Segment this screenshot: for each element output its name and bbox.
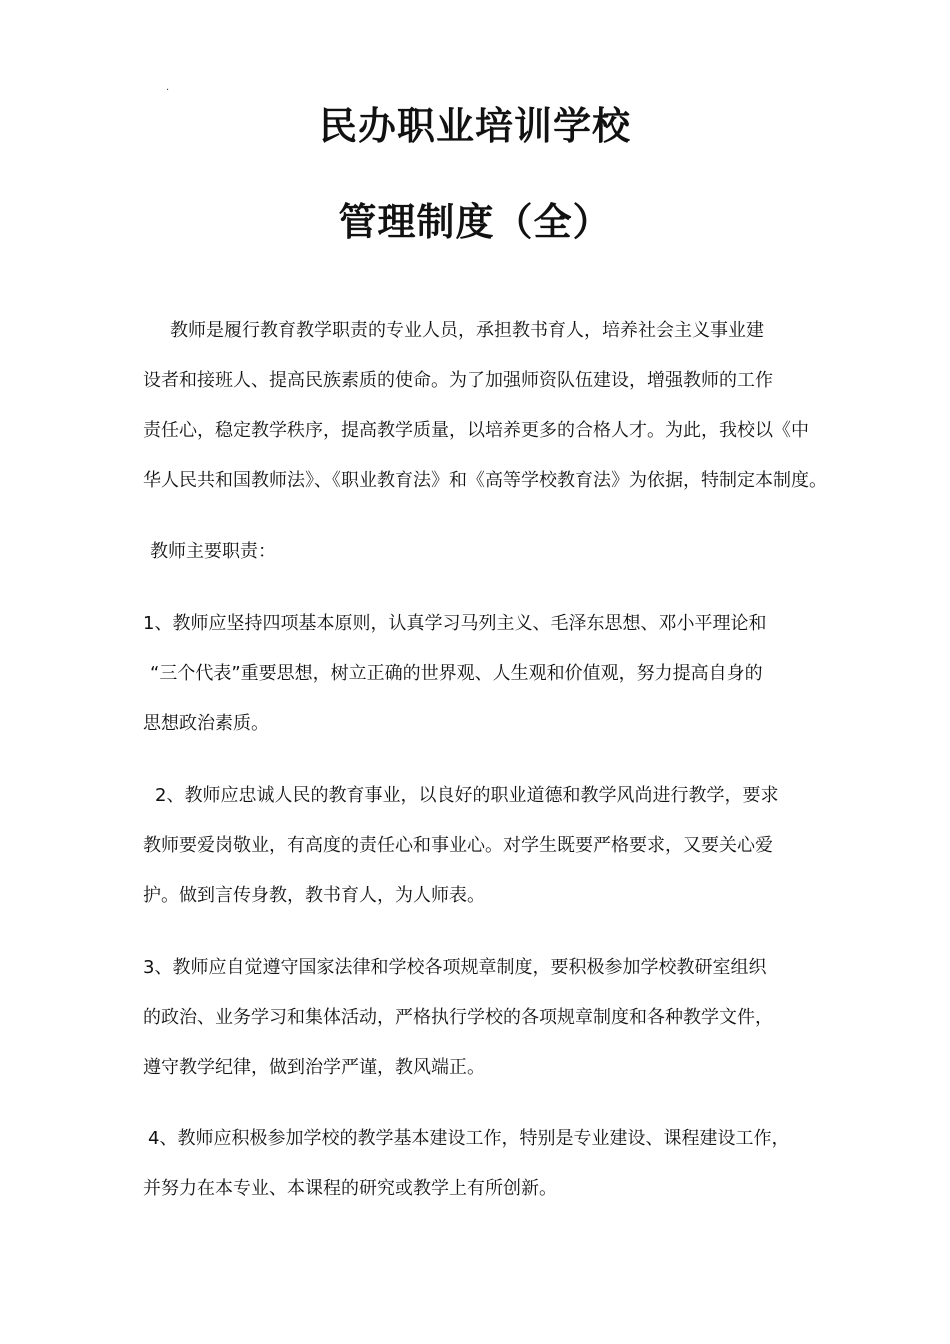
intro-line: 教师是履行教育教学职责的专业人员，承担教书育人，培养社会主义事业建 xyxy=(170,320,764,341)
duty-item-line: 并努力在本专业、本课程的研究或教学上有所创新。 xyxy=(143,1178,557,1199)
duty-item-line: 2、教师应忠诚人民的教育事业，以良好的职业道德和教学风尚进行教学，要求 xyxy=(155,785,779,806)
header-mark: · xyxy=(166,85,170,96)
document-title: 民办职业培训学校 xyxy=(318,104,631,148)
duty-item-line: 1、教师应坚持四项基本原则，认真学习马列主义、毛泽东思想、邓小平理论和 xyxy=(143,613,767,634)
intro-line: 华人民共和国教师法》、《职业教育法》和《高等学校教育法》为依据，特制定本制度。 xyxy=(143,470,827,491)
document-subtitle: 管理制度（全） xyxy=(338,200,612,244)
intro-line: 责任心，稳定教学秩序，提高教学质量，以培养更多的合格人才。为此，我校以《中 xyxy=(143,420,809,441)
duty-item-line: 教师要爱岗敬业，有高度的责任心和事业心。对学生既要严格要求，又要关心爱 xyxy=(143,835,773,856)
intro-line: 设者和接班人、提高民族素质的使命。为了加强师资队伍建设，增强教师的工作 xyxy=(143,370,773,391)
duty-item-line: 3、教师应自觉遵守国家法律和学校各项规章制度，要积极参加学校教研室组织 xyxy=(143,957,767,978)
duty-item-line: 护。做到言传身教，教书育人，为人师表。 xyxy=(143,885,485,906)
duty-item-line: 4、教师应积极参加学校的教学基本建设工作，特别是专业建设、课程建设工作， xyxy=(148,1128,790,1149)
duty-item-line: 遵守教学纪律，做到治学严谨，教风端正。 xyxy=(143,1057,485,1078)
duty-item-line: 思想政治素质。 xyxy=(143,713,269,734)
duty-item-line: 的政治、业务学习和集体活动，严格执行学校的各项规章制度和各种教学文件， xyxy=(143,1007,773,1028)
duties-heading: 教师主要职责： xyxy=(150,541,276,562)
duty-item-line: “三个代表”重要思想，树立正确的世界观、人生观和价值观，努力提高自身的 xyxy=(150,663,763,684)
